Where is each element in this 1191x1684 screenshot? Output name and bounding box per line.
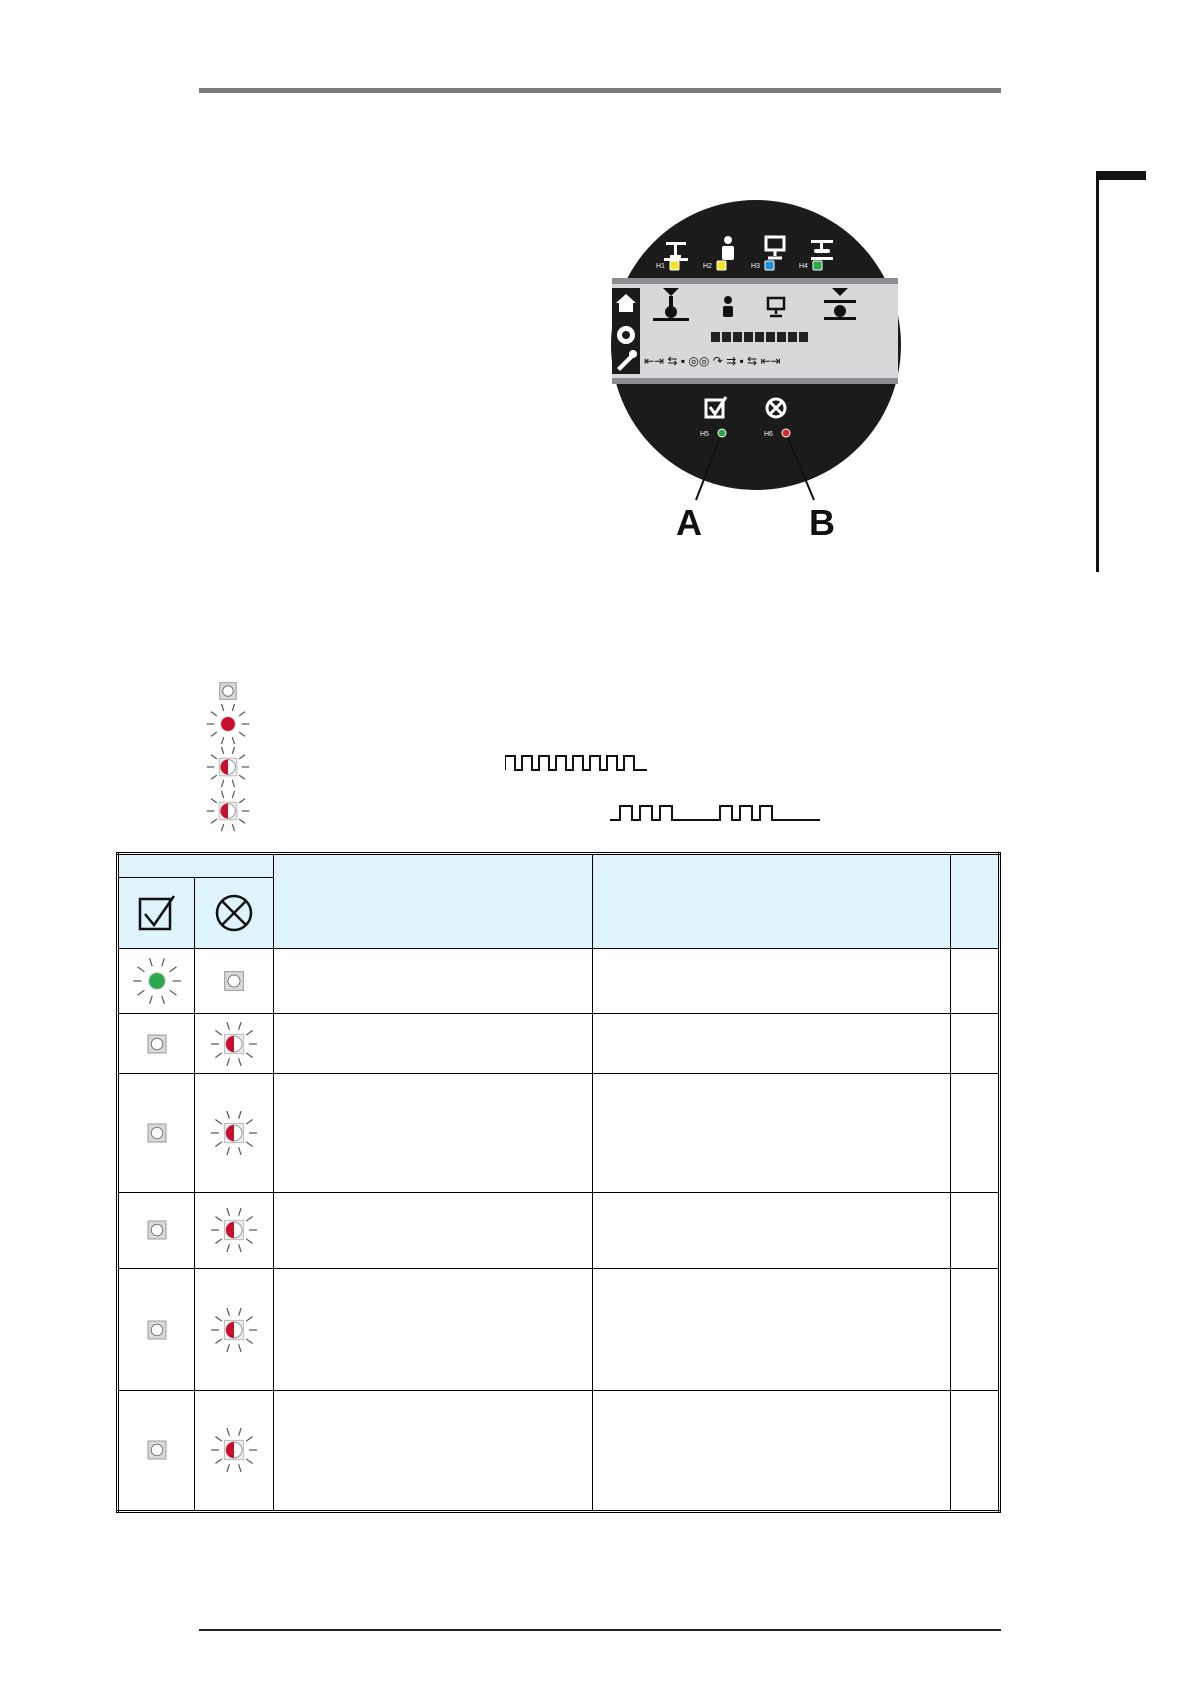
h6-led [782, 429, 790, 437]
table-cell [592, 1074, 950, 1192]
table-cell [273, 1390, 592, 1511]
led-red-blink-icon [209, 1321, 259, 1338]
h4-led [813, 261, 822, 270]
led-off-icon [208, 972, 260, 989]
h6-state-cell [195, 949, 273, 1014]
h5-state-cell [118, 1192, 195, 1269]
table-row [118, 1192, 1000, 1269]
h6-state-cell [195, 1074, 273, 1192]
table-cell [273, 1013, 592, 1074]
h3-label: H3 [751, 263, 760, 270]
table-cell [273, 1192, 592, 1269]
table-row [118, 1390, 1000, 1511]
table-cell [950, 1192, 999, 1269]
h1-led [670, 261, 679, 270]
table-row [118, 949, 1000, 1014]
h5-label: H5 [700, 431, 709, 438]
h6-state-cell [195, 1390, 273, 1511]
bottom-rule [199, 1629, 1001, 1631]
table-cell [273, 1074, 592, 1192]
press-up-icon [811, 240, 833, 260]
svg-text:⇤⇥ ⇆ ▪ ◎◎ ↷ ⇉ ▪ ⇆ ⇤⇥: ⇤⇥ ⇆ ▪ ◎◎ ↷ ⇉ ▪ ⇆ ⇤⇥ [644, 354, 781, 368]
header-col-3 [273, 854, 592, 949]
h6-state-cell [195, 1013, 273, 1074]
led-off-icon [132, 1321, 182, 1338]
led-red-blink-icon [209, 1222, 259, 1239]
table-row [118, 1074, 1000, 1192]
led-group-header [118, 854, 274, 878]
h4-label: H4 [799, 263, 808, 270]
gear-icon [617, 326, 635, 344]
led-red-blink-icon [205, 744, 251, 790]
led-status-table [116, 852, 1001, 1513]
function-icon-row [644, 354, 781, 368]
header-h5 [118, 878, 195, 949]
legend-row-on [205, 701, 251, 747]
header-col-4 [592, 854, 950, 949]
led-red-blink-icon [209, 1124, 259, 1141]
table-cell [273, 1269, 592, 1390]
callout-b: B [809, 502, 835, 540]
led-off-icon [132, 1035, 182, 1052]
legend-row-group-blink [205, 788, 251, 834]
h6-state-cell [195, 1269, 273, 1390]
h5-state-cell [118, 949, 195, 1014]
table-cell [592, 1192, 950, 1269]
led-red-on-icon [205, 701, 251, 747]
led-off-icon [132, 1124, 182, 1141]
h6-state-cell [195, 1192, 273, 1269]
callout-a: A [676, 502, 702, 540]
h2-led [717, 261, 726, 270]
table-cell [592, 1390, 950, 1511]
h2-label: H2 [703, 263, 712, 270]
top-rule [199, 88, 1001, 93]
led-red-blink-icon [209, 1035, 259, 1052]
led-red-blink-icon [205, 788, 251, 834]
table-cell [950, 949, 999, 1014]
led-off-icon [132, 1222, 182, 1239]
led-green-on-icon [131, 972, 183, 989]
h5-state-cell [118, 1013, 195, 1074]
waveform-pulse-groups [610, 802, 826, 822]
table-cell [950, 1390, 999, 1511]
h6-label: H6 [764, 431, 773, 438]
table-cell [950, 1013, 999, 1074]
h5-state-cell [118, 1074, 195, 1192]
side-tab-bar [1096, 171, 1146, 180]
header-col-5 [950, 854, 999, 949]
table-cell [592, 949, 950, 1014]
table-row [118, 1013, 1000, 1074]
segment-display [711, 332, 808, 342]
table-cell [950, 1074, 999, 1192]
table-row [118, 1269, 1000, 1390]
control-panel-diagram [606, 200, 912, 540]
led-off-icon [132, 1442, 182, 1459]
circle-x-icon [214, 893, 254, 933]
table-cell [950, 1269, 999, 1390]
table-cell [273, 949, 592, 1014]
header-h6 [195, 878, 273, 949]
table-cell [592, 1013, 950, 1074]
led-red-blink-icon [209, 1442, 259, 1459]
display-operator-icon [723, 296, 733, 317]
check-box-icon [137, 893, 177, 933]
h5-led [718, 429, 726, 437]
h1-label: H1 [656, 263, 665, 270]
side-tab-line [1096, 171, 1099, 572]
table-cell [592, 1269, 950, 1390]
h5-state-cell [118, 1390, 195, 1511]
waveform-fast-pulse-train [505, 752, 651, 772]
display-module [612, 278, 898, 384]
h3-led [765, 261, 774, 270]
h5-state-cell [118, 1269, 195, 1390]
legend-row-fast-blink [205, 744, 251, 790]
